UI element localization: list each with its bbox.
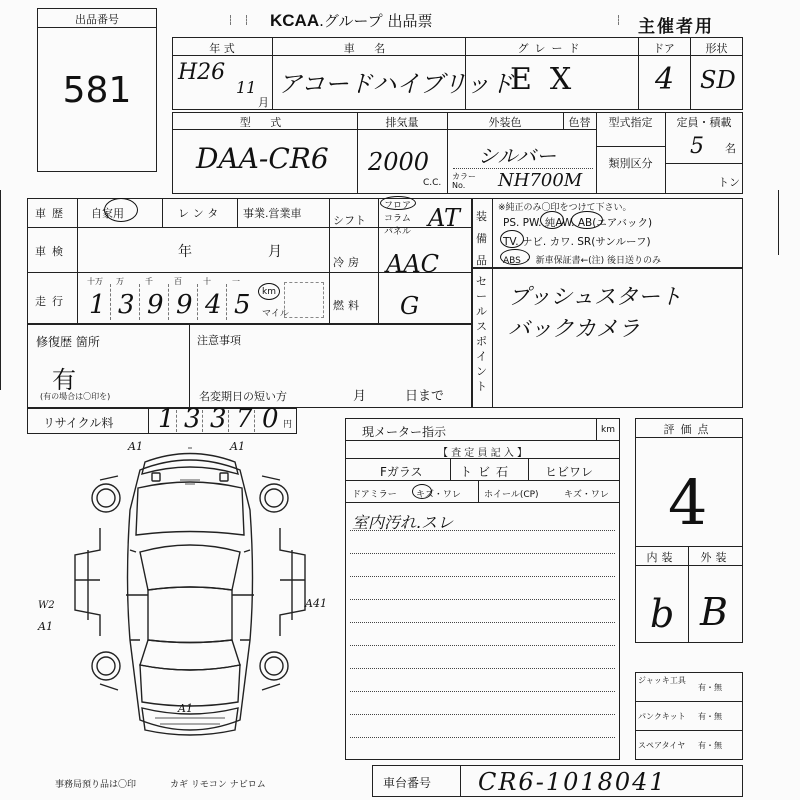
ac-value: AAC [386,250,440,278]
shift-floor-circle [380,196,416,210]
auction-sheet: 出品番号 581 KCAA.グループ 出品票 主催者用 年 式 車 名 グレード ドア 形状 H26 11 月 アコードハイブリッド EX 4 SD 型 式 排気量 外装色 色替 型式指定 類別区分 定員・積載 DAA-CR6 2000 C.C. シルバー カラー No. NH700M 5 名 トン 車歴 自家用 レンタ 事業.営業車 車検 年 月 走行 十万 万 千 百 十 一 1 3 9 9 4 5 km マイル シフト フロア コラム パネル AT 冷房 AAC 燃料 G 装備品 ※純正のみ〇印をつけて下さい。 PS. PW. 純AW. AB(エアバック) TV. ナビ. カワ. SR(サンルーフ) ABS ・ 新車保証書←(注) 後日送りのみ セールスポイント プッシュスタート バックカメラ 修復歴 箇所 有 (有の場合は〇印を) 注意事項 名変期日の短い方 月 日まで リサイクル料 1 3 3 7 0 円 A1 A1 W2 A1 A41 A1 現メーター指示 km 【 査 定 員 記 入 】 Fガラス トビ石 ヒビワレ ドアミラー キズ・ワレ ホイール(CP) キズ・ワレ 室内汚れ.スレ 評価点 4 内装 外装 b B ジャッキ工具 有・無 パンクキット 有・無 スペアタイヤ 有・無 事務局預り品は〇印 カギ リモコン ナビロム 車台番号 CR6-1018041 [0,0,800,800]
selling-point-1: プッシュスタート [508,285,683,310]
remark-line [350,668,615,669]
rear-window [140,640,240,670]
aw-circle [571,211,603,229]
exterior-color: シルバー [478,144,557,168]
history-private: 自家用 [91,207,124,220]
interior-score: b [650,592,675,636]
km-circle [258,283,280,300]
overall-score: 4 [668,466,708,539]
mileage-unit-label: 百 [174,277,182,286]
mileage-digit: 1 [89,290,106,320]
remark-line [350,737,615,738]
remark-line [350,530,615,531]
mileage-digit: 9 [176,290,193,320]
model-code: DAA-CR6 [196,142,329,175]
shift-value: AT [428,204,461,232]
trunk [140,665,240,706]
roof [148,587,232,643]
chassis-number: CR6-1018041 [478,768,667,796]
color-number: NH700M [498,170,583,191]
remark-line [350,691,615,692]
damage-mark: A1 [128,440,143,453]
damage-mark: A1 [230,440,245,453]
recycle-digit: 3 [184,404,201,434]
recycle-digit: 0 [262,404,279,434]
remark-line [350,576,615,577]
history-private-circle [104,198,138,222]
recycle-digit: 3 [210,404,227,434]
capacity: 5 [690,134,704,159]
remark-line [350,645,615,646]
tv-circle [500,230,524,248]
mileage-unit-label: 十 [203,277,211,286]
mileage-unit-label: 一 [232,277,240,286]
body-type: SD [700,66,736,94]
lot-number-label: 出品番号 [75,13,119,26]
right-side-panels [280,528,305,636]
damage-mark: A1 [178,702,193,715]
recycle-digit: 1 [158,404,175,434]
mileage-unit-label: 千 [145,277,153,286]
mileage-digit: 3 [118,290,135,320]
front-bumper [142,454,238,475]
wheel-front-left [92,484,120,512]
recycle-digit: 7 [236,404,253,434]
wheel-front-right [260,484,288,512]
pw-circle [540,211,564,229]
lot-number: 581 [62,70,132,111]
displacement: 2000 [368,148,430,176]
remark-line [350,622,615,623]
organizer-label: 主催者用 [638,17,714,37]
inspection-remark: 室内汚れ.スレ [352,513,454,532]
mirror-scratch-circle [412,484,432,499]
damage-mark: W2 [38,600,55,611]
mileage-unit-label: 十万 [87,277,103,286]
damage-mark: A1 [38,620,53,633]
brand-title: KCAA.グループ 出品票 [270,11,433,30]
mileage-unit-label: 万 [116,277,124,286]
vehicle-name: アコードハイブリッド [278,70,514,98]
mileage-digit: 9 [147,290,164,320]
remark-line [350,553,615,554]
remark-line [350,714,615,715]
left-side-panels [75,528,100,636]
year-month: 11 [236,78,257,97]
fuel-value: G [400,292,420,320]
year-era: H26 [178,60,226,85]
brand-logo: KCAA [270,11,320,30]
windshield [140,545,240,590]
abs-circle [500,249,530,265]
door-count: 4 [655,62,675,97]
remark-line [350,599,615,600]
wheel-rear-left [92,652,120,680]
mileage-digit: 5 [234,290,251,320]
hood [136,482,244,535]
mileage-digit: 4 [205,290,222,320]
mileage-stamp-box [284,282,324,318]
damage-mark: A41 [305,597,327,610]
selling-point-2: バックカメラ [508,317,641,342]
repair-value: 有 [52,366,76,394]
vehicle-grade: EX [510,62,590,97]
wheel-rear-right [260,652,288,680]
exterior-score: B [700,590,728,634]
